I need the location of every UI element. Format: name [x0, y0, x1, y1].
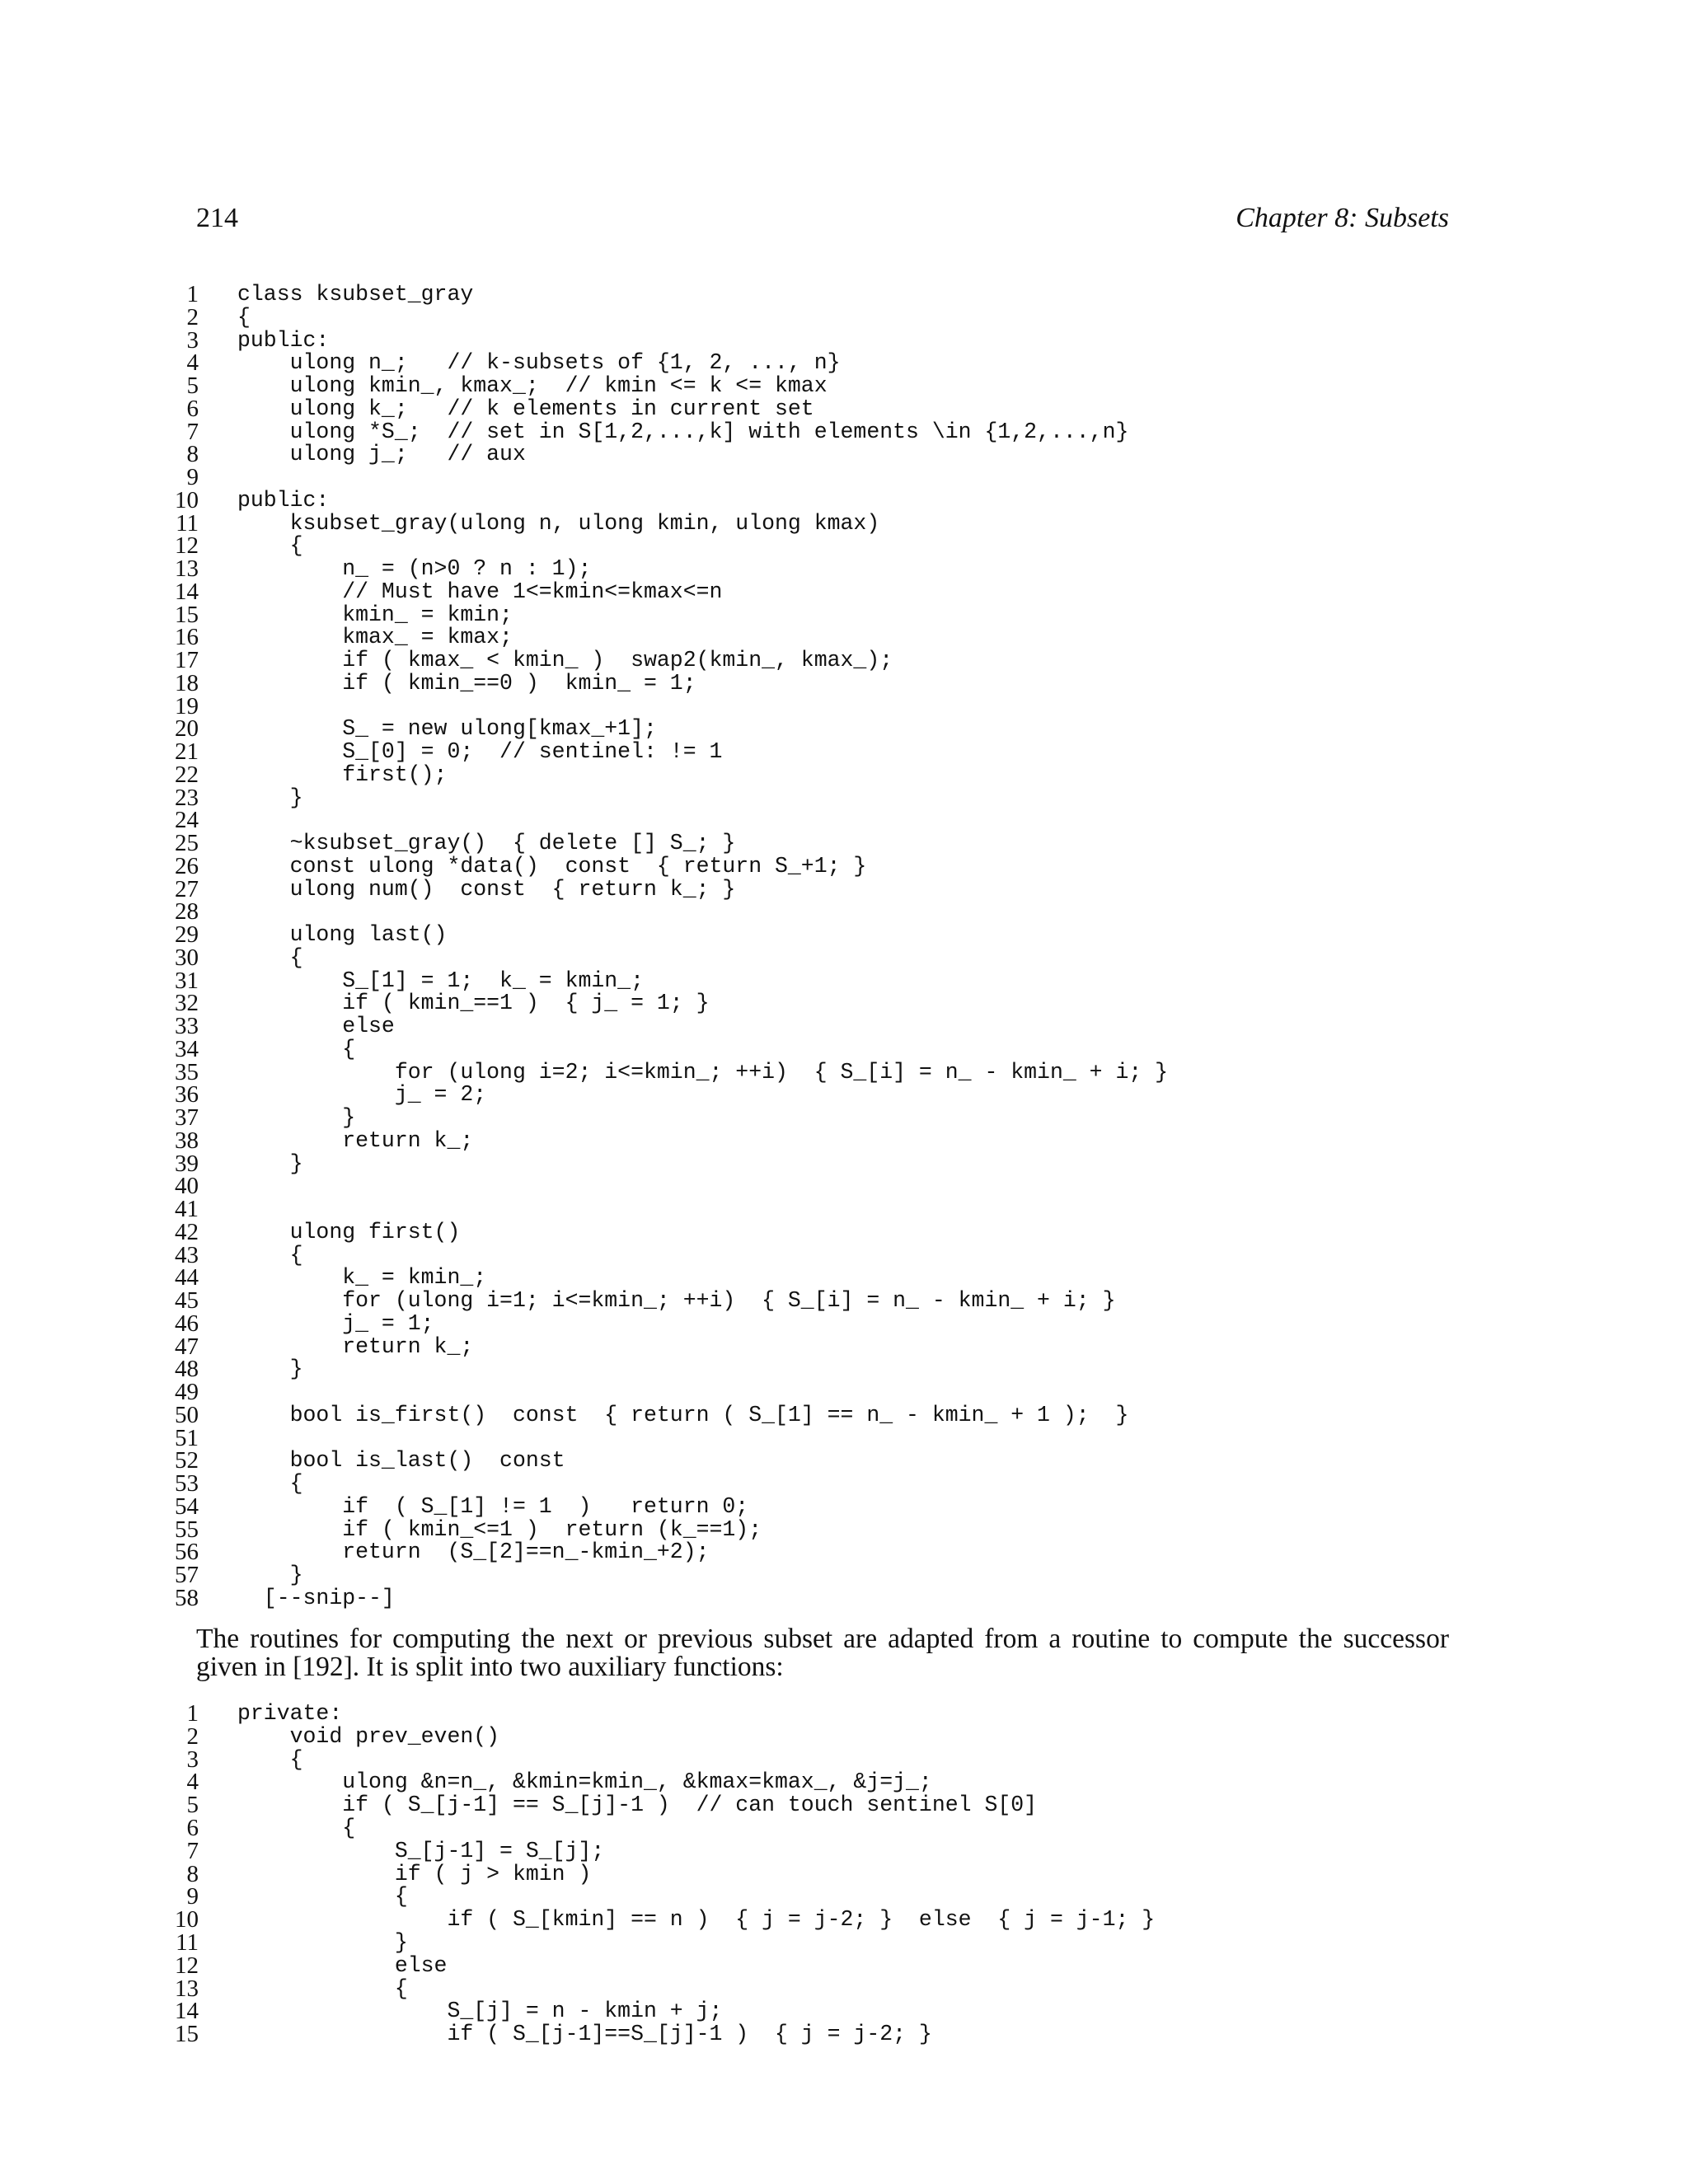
code-text: const ulong *data() const { return S_+1; }	[237, 853, 867, 879]
code-text: }	[237, 1563, 303, 1587]
line-number: 19	[175, 692, 199, 719]
body-paragraph: The routines for computing the next or previous subset are adapted from a routine to compute the successor given in [192]. It is split into two auxiliary functions:	[196, 1624, 1449, 1682]
line-number: 45	[175, 1287, 199, 1314]
code-text: if ( S_[j-1]==S_[j]-1 ) { j = j-2; }	[237, 2022, 932, 2047]
code-text: k_ = kmin_;	[237, 1265, 487, 1291]
code-text: if ( kmin_==0 ) kmin_ = 1;	[237, 670, 696, 696]
code-text: void prev_even()	[237, 1723, 500, 1749]
code-text: for (ulong i=1; i<=kmin_; ++i) { S_[i] = n_ - kmin_ + i; }	[237, 1288, 1116, 1313]
line-number: 6	[186, 395, 199, 422]
line-number: 25	[175, 830, 199, 856]
line-number: 50	[175, 1401, 199, 1428]
code-text: j_ = 2;	[237, 1082, 487, 1108]
line-number: 15	[175, 2021, 199, 2048]
line-number: 3	[186, 1746, 199, 1773]
page-number: 214	[196, 203, 238, 233]
line-number: 56	[175, 1539, 199, 1566]
code-text: public:	[237, 327, 330, 353]
line-number: 7	[186, 418, 199, 445]
code-text: bool is_last() const	[237, 1448, 565, 1474]
code-text: S_[1] = 1; k_ = kmin_;	[237, 968, 644, 993]
line-number: 12	[175, 1952, 199, 1979]
line-number: 53	[175, 1470, 199, 1497]
code-text: if ( j > kmin )	[237, 1861, 592, 1886]
line-number: 12	[175, 532, 199, 560]
line-number: 42	[175, 1218, 199, 1245]
code-text: }	[237, 1151, 303, 1176]
code-text: bool is_first() const { return ( S_[1] == n_ - kmin_ + 1 ); }	[237, 1402, 1129, 1427]
code-text: ulong &n=n_, &kmin=kmin_, &kmax=kmax_, &j=j_;	[237, 1769, 932, 1795]
code-text: ulong last()	[237, 922, 448, 947]
code-text: {	[237, 1975, 408, 2001]
code-text: return k_;	[237, 1333, 474, 1359]
line-number: 57	[175, 1562, 199, 1588]
line-number: 54	[175, 1493, 199, 1520]
code-text: }	[237, 1929, 408, 1955]
line-number: 43	[175, 1241, 199, 1268]
code-text: ulong k_; // k elements in current set	[237, 396, 814, 421]
code-text: public:	[237, 487, 330, 513]
code-text: [--snip--]	[237, 1585, 395, 1610]
line-number: 26	[175, 852, 199, 879]
line-number: 2	[186, 1722, 199, 1750]
code-text: else	[237, 1952, 448, 1978]
line-number: 34	[175, 1035, 199, 1062]
code-text: ulong j_; // aux	[237, 442, 526, 467]
code-text: return (S_[2]==n_-kmin_+2);	[237, 1540, 710, 1565]
code-text: kmin_ = kmin;	[237, 602, 513, 627]
line-number: 8	[186, 441, 199, 468]
line-number: 49	[175, 1379, 199, 1405]
line-number: 14	[175, 578, 199, 605]
line-number: 5	[186, 1792, 199, 1819]
line-number: 6	[186, 1814, 199, 1841]
line-number: 18	[175, 669, 199, 696]
line-number: 32	[175, 990, 199, 1017]
code-text: if ( S_[j-1] == S_[j]-1 ) // can touch sentinel S[0]	[237, 1793, 1038, 1818]
code-text: {	[237, 1815, 356, 1840]
line-number: 1	[186, 281, 199, 307]
line-number: 10	[175, 1906, 199, 1933]
code-text: if ( S_[kmin] == n ) { j = j-2; } else { j = j-1; }	[237, 1907, 1156, 1933]
code-text: else	[237, 1014, 395, 1038]
line-number: 7	[186, 1837, 199, 1864]
page-header	[196, 203, 1449, 241]
code-text: ksubset_gray(ulong n, ulong kmin, ulong kmax)	[237, 510, 880, 536]
line-number: 40	[175, 1173, 199, 1200]
line-number: 52	[175, 1447, 199, 1474]
code-text: }	[237, 1105, 356, 1130]
code-text: first();	[237, 762, 448, 787]
line-number: 8	[186, 1860, 199, 1887]
code-text: ulong first()	[237, 1219, 461, 1244]
line-number: 2	[186, 303, 199, 330]
line-number: 14	[175, 1998, 199, 2025]
chapter-title: Chapter 8: Subsets	[1236, 203, 1449, 233]
line-number: 13	[175, 1975, 199, 2002]
line-number: 5	[186, 373, 199, 399]
code-text: {	[237, 304, 251, 330]
code-text: ulong *S_; // set in S[1,2,...,k] with elements \in {1,2,...,n}	[237, 419, 1129, 444]
code-text: if ( kmax_ < kmin_ ) swap2(kmin_, kmax_);	[237, 648, 893, 673]
line-number: 1	[186, 1700, 199, 1727]
line-number: 41	[175, 1196, 199, 1222]
code-text: S_[j] = n - kmin + j;	[237, 1999, 723, 2024]
line-number: 24	[175, 807, 199, 834]
line-number: 4	[186, 349, 199, 377]
line-number: 36	[175, 1081, 199, 1108]
line-number: 47	[175, 1333, 199, 1360]
line-number: 38	[175, 1127, 199, 1154]
code-text: ulong n_; // k-subsets of {1, 2, ..., n}	[237, 350, 841, 376]
line-number: 23	[175, 784, 199, 811]
code-text: S_ = new ulong[kmax_+1];	[237, 716, 657, 742]
code-text: if ( kmin_==1 ) { j_ = 1; }	[237, 991, 710, 1016]
code-text: S_[j-1] = S_[j];	[237, 1838, 605, 1863]
line-number: 3	[186, 326, 199, 354]
code-text: {	[237, 1471, 303, 1496]
line-number: 33	[175, 1013, 199, 1039]
code-text: {	[237, 1036, 356, 1062]
code-text: ~ksubset_gray() { delete [] S_; }	[237, 831, 736, 855]
line-number: 15	[175, 601, 199, 628]
code-text: if ( S_[1] != 1 ) return 0;	[237, 1493, 749, 1519]
line-number: 35	[175, 1058, 199, 1085]
code-text: }	[237, 785, 303, 810]
line-number: 55	[175, 1516, 199, 1543]
line-number: 21	[175, 738, 199, 765]
line-number: 11	[176, 509, 199, 537]
code-text: S_[0] = 0; // sentinel: != 1	[237, 739, 723, 764]
line-number: 37	[175, 1104, 199, 1131]
line-number: 29	[175, 921, 199, 948]
code-text: {	[237, 533, 303, 559]
line-number: 16	[175, 624, 199, 651]
line-number: 48	[175, 1356, 199, 1383]
line-number: 28	[175, 898, 199, 926]
line-number: 9	[186, 1883, 199, 1910]
code-text: }	[237, 1357, 303, 1382]
line-number: 58	[175, 1584, 199, 1611]
code-text: if ( kmin_<=1 ) return (k_==1);	[237, 1516, 762, 1542]
line-number: 27	[175, 875, 199, 902]
code-text: ulong num() const { return k_; }	[237, 876, 736, 902]
code-text: {	[237, 1242, 303, 1268]
line-number: 39	[175, 1150, 199, 1177]
line-number: 31	[175, 967, 199, 994]
line-number: 22	[175, 761, 199, 788]
line-number: 51	[175, 1424, 199, 1451]
code-text: return k_;	[237, 1127, 474, 1153]
code-text: private:	[237, 1701, 343, 1726]
line-number: 20	[175, 715, 199, 743]
code-text: j_ = 1;	[237, 1310, 434, 1336]
code-text: class ksubset_gray	[237, 282, 474, 307]
line-number: 46	[175, 1310, 199, 1337]
line-number: 4	[186, 1769, 199, 1796]
line-number: 11	[176, 1929, 199, 1956]
line-number: 9	[186, 464, 199, 490]
line-number: 17	[175, 647, 199, 673]
code-text: for (ulong i=2; i<=kmin_; ++i) { S_[i] = n_ - kmin_ + i; }	[237, 1059, 1169, 1085]
code-text: // Must have 1<=kmin<=kmax<=n	[237, 579, 723, 604]
line-number: 13	[175, 555, 199, 582]
code-text: ulong kmin_, kmax_; // kmin <= k <= kmax	[237, 373, 828, 398]
line-number: 30	[175, 944, 199, 971]
code-text: {	[237, 944, 303, 970]
code-text: kmax_ = kmax;	[237, 625, 513, 650]
code-text: n_ = (n>0 ? n : 1);	[237, 556, 592, 581]
line-number: 10	[175, 486, 199, 513]
code-text: {	[237, 1746, 303, 1772]
code-text: {	[237, 1884, 408, 1910]
line-number: 44	[175, 1264, 199, 1291]
